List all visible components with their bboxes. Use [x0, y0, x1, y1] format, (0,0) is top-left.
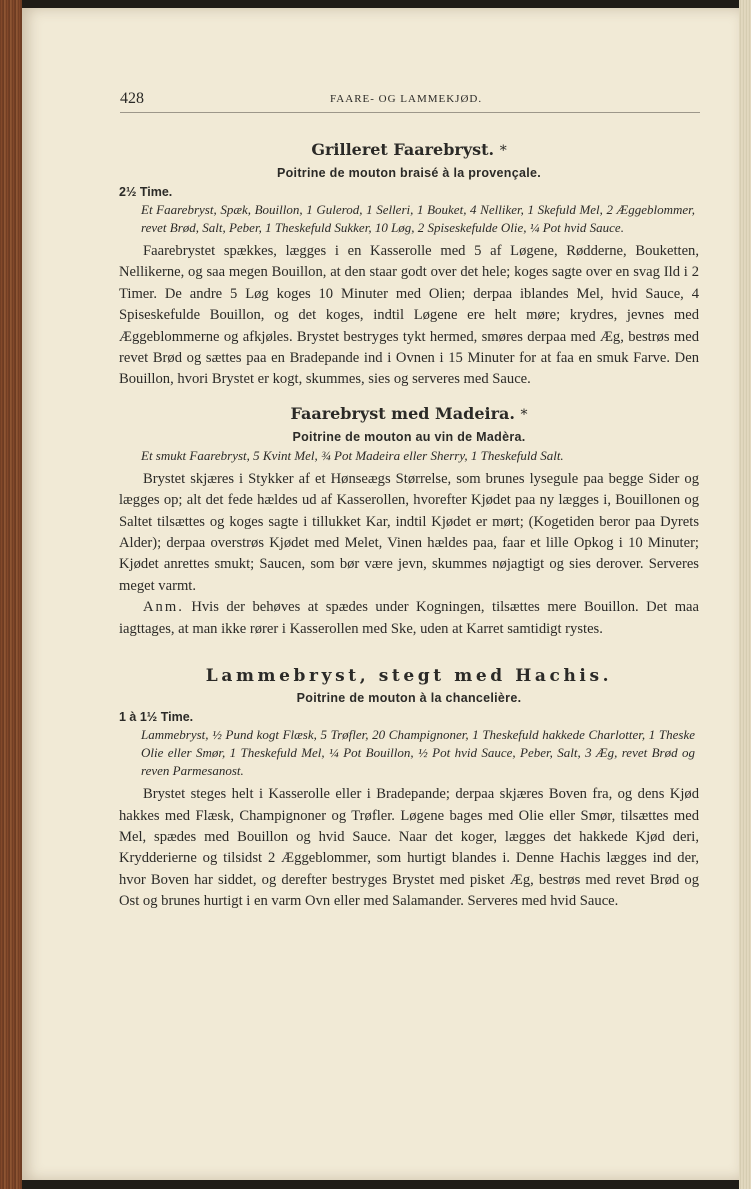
recipe-instructions: Brystet steges helt i Kasserolle eller i Bradepande; derpaa skjæres Boven fra, og dens Kjød hakkes med Flæsk, Champignoner og Trøfler. Løgene bages med Olie eller Smør, tilsættes med Mel, spædes med Bouillon og hvid Sauce. Naar det koger, lægges det hakkede Kjød deri, Krydderierne og tilsidst 2 Æggeblommer, som hurtigt blandes i. Denne Hachis lægges ind der, hvor Boven har siddet, og derefter bestryges Brystet med pisket Æg, bestrøs med revet Brød og Ost og brunes hurtigt i en varm Ovn eller med Salamander. Serveres med hvid Sauce.	[119, 786, 699, 910]
recipe-instructions: Faarebrystet spækkes, lægges i en Kasserolle med 5 af Løgene, Rødderne, Bouketten, Nellikerne, og saa megen Bouillon, at den staar godt over det hele; koges sagte over en svag Ild i 2 Timer. De andre 5 Løg koges 10 Minuter med Olien; derpaa iblandes Mel, hvid Sauce, 4 Spiseskefulde Bouillon, og det koges, indtil Løgene ere helt møre; krydres, jevnes med Æggeblommerne og afkjøles. Brystet bestryges tykt hermed, smøres derpaa med Æg, bestrøs med revet Brød og sættes paa en Bradepande ind i Ovnen i 15 Minuter for at faa en smuk Farve. Den Bouillon, hvori Brystet er kogt, skummes, sies og serveres med Sauce.	[119, 243, 699, 388]
recipe-grilleret-faarebryst	[119, 138, 699, 391]
cooking-time: 1 à 1½ Time.	[119, 710, 194, 725]
page-edges	[739, 0, 751, 1189]
ingredient-list: Et Faarebryst, Spæk, Bouillon, 1 Gulerod, 1 Selleri, 1 Bouket, 4 Nelliker, 1 Skefuld Mel, 2 Æggeblommer, revet Brød, Salt, Peber, 1 Theskefuld Sukker, 10 Løg, 2 Spiseskefulde Olie, ¼ Pot hvid Sauce.	[141, 202, 695, 235]
recipe-lammebryst-hachis	[119, 664, 699, 912]
cooking-time: 2½ Time.	[119, 185, 173, 199]
page-number: 428	[120, 90, 144, 107]
page-content	[119, 138, 699, 913]
book-page	[22, 8, 739, 1180]
ingredient-list: Et smukt Faarebryst, 5 Kvint Mel, ¾ Pot Madeira eller Sherry, 1 Theskefuld Salt.	[141, 447, 564, 463]
note-text: Hvis der behøves at spædes under Kogningen, tilsættes mere Bouillon. Det maa iagttages, at man ikke rører i Kasserollen med Ske, uden at Karret samtidigt rystes.	[119, 599, 699, 637]
note-label: Anm.	[143, 599, 184, 616]
recipe-title: Grilleret Faarebryst. *	[311, 140, 507, 159]
page-header	[120, 90, 700, 113]
ingredient-list: Lammebryst, ½ Pund kogt Flæsk, 5 Trøfler, 20 Champignoner, 1 Theskefuld hakkede Charlotter, 1 Theske Olie eller Smør, 1 Theskefuld Mel, ¼ Pot Bouillon, ½ Pot hvid Sauce, Peber, Salt, 3 Æg, revet Brød og reven Parmesanost.	[141, 727, 695, 779]
recipe-title: Lammebryst, stegt med Hachis.	[205, 666, 613, 687]
french-subtitle: Poitrine de mouton au vin de Madèra.	[292, 429, 526, 444]
star-mark: *	[520, 406, 528, 423]
book-spine	[0, 0, 22, 1189]
recipe-faarebryst-madeira	[119, 402, 699, 640]
recipe-instructions: Brystet skjæres i Stykker af et Hønseægs Størrelse, som brunes lysegule paa begge Sider og lægges op; alt det fede hældes ud af Kasserollen, hvorefter Kjødet paa ny lægges i, Bouillonen og Saltet tilsættes og koges sagte i tillukket Kar, indtil Kjødet er mørt; (Kogetiden beror paa Dyrets Alder); derpaa overstrøs Kjødet med Melet, Vinen hældes paa, faar et lille Opkog i 10 Minuter; Kjødet anrettes smukt; Saucen, som bør være jevn, skummes nøjagtigt og sies derover. Serveres meget varmt.	[119, 470, 699, 594]
recipe-note	[119, 597, 699, 640]
running-title: FAARE- OG LAMMEKJØD.	[330, 93, 483, 105]
recipe-title: Faarebryst med Madeira. *	[290, 403, 528, 423]
french-subtitle: Poitrine de mouton à la chancelière.	[296, 691, 522, 706]
star-mark: *	[499, 143, 507, 159]
french-subtitle: Poitrine de mouton braisé à la provençale.	[276, 166, 542, 180]
